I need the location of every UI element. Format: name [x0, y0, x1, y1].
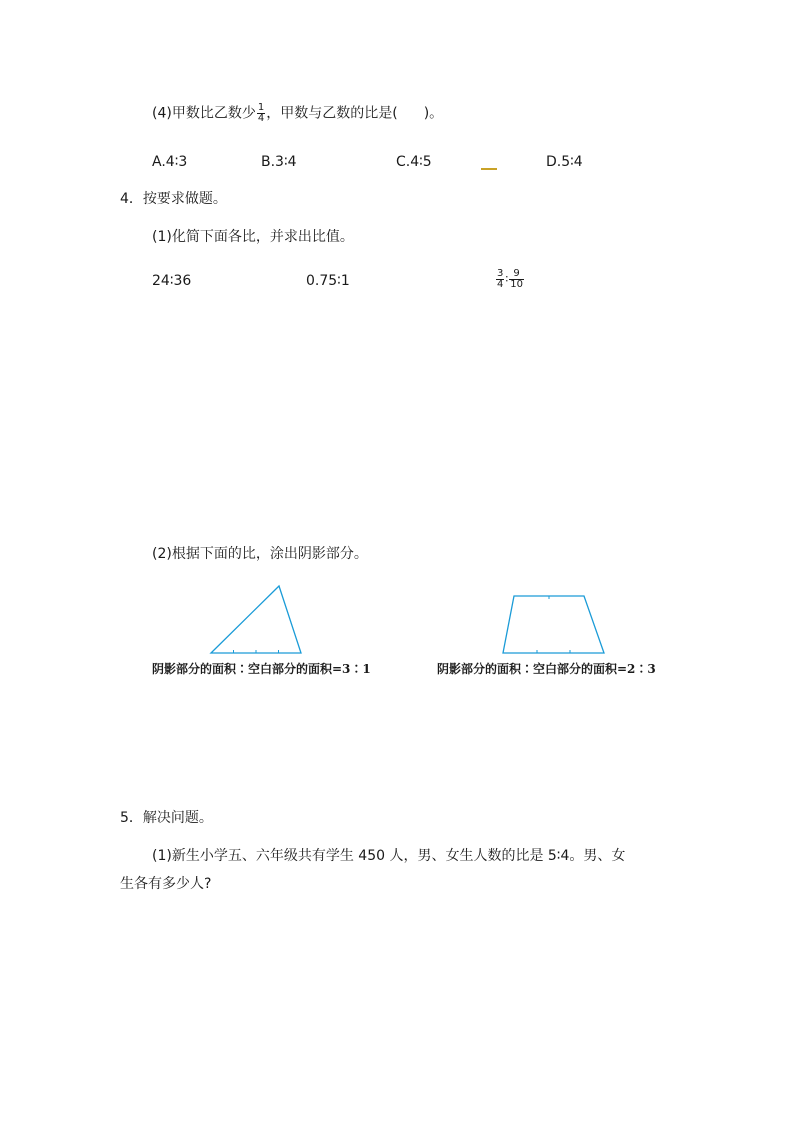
q3-item4-stem [152, 103, 443, 124]
fraction-numerator: 1 [257, 102, 265, 113]
q3-item4-suffix-b: )。 [423, 105, 444, 122]
option-d: D.5∶4 [546, 154, 583, 170]
triangle-figure[interactable] [205, 580, 315, 660]
q3-item4-prefix: (4)甲数比乙数少 [152, 105, 256, 122]
q3-item4-suffix-a: ，甲数与乙数的比是( [266, 105, 398, 122]
option-c: C.4∶5 [396, 154, 432, 170]
fraction-three-quarters [496, 269, 504, 290]
q5-title: 5．解决问题。 [120, 810, 213, 826]
option-b: B.3∶4 [261, 154, 297, 170]
trapezoid-figure[interactable] [500, 592, 610, 657]
fraction-numerator: 9 [509, 269, 524, 280]
triangle-outline [211, 586, 301, 653]
fraction-denominator: 10 [510, 279, 523, 290]
fraction-nine-tenths [509, 269, 524, 290]
option-a: A.4∶3 [152, 154, 188, 170]
fraction-numerator: 3 [497, 268, 504, 279]
q4-part1-label: (1)化简下面各比，并求出比值。 [152, 229, 354, 245]
q5-problem1-line2: 生各有多少人? [120, 876, 212, 892]
fraction-one-quarter [257, 103, 265, 124]
ratio-c [495, 269, 525, 290]
ratio-a: 24∶36 [152, 273, 192, 289]
triangle-caption: 阴影部分的面积∶空白部分的面积=3∶1 [152, 662, 371, 676]
ratio-separator: ∶ [505, 272, 509, 286]
trapezoid-outline [503, 596, 604, 653]
q4-part2-label: (2)根据下面的比，涂出阴影部分。 [152, 546, 368, 562]
answer-underline-mark [481, 168, 497, 170]
fraction-denominator: 4 [497, 279, 504, 290]
ratio-b: 0.75∶1 [306, 273, 350, 289]
fraction-denominator: 4 [257, 113, 265, 124]
q5-problem1-line1: (1)新生小学五、六年级共有学生 450 人，男、女生人数的比是 5∶4。男、女 [152, 848, 626, 864]
q4-title: 4．按要求做题。 [120, 191, 227, 207]
trapezoid-caption: 阴影部分的面积∶空白部分的面积=2∶3 [437, 662, 656, 676]
